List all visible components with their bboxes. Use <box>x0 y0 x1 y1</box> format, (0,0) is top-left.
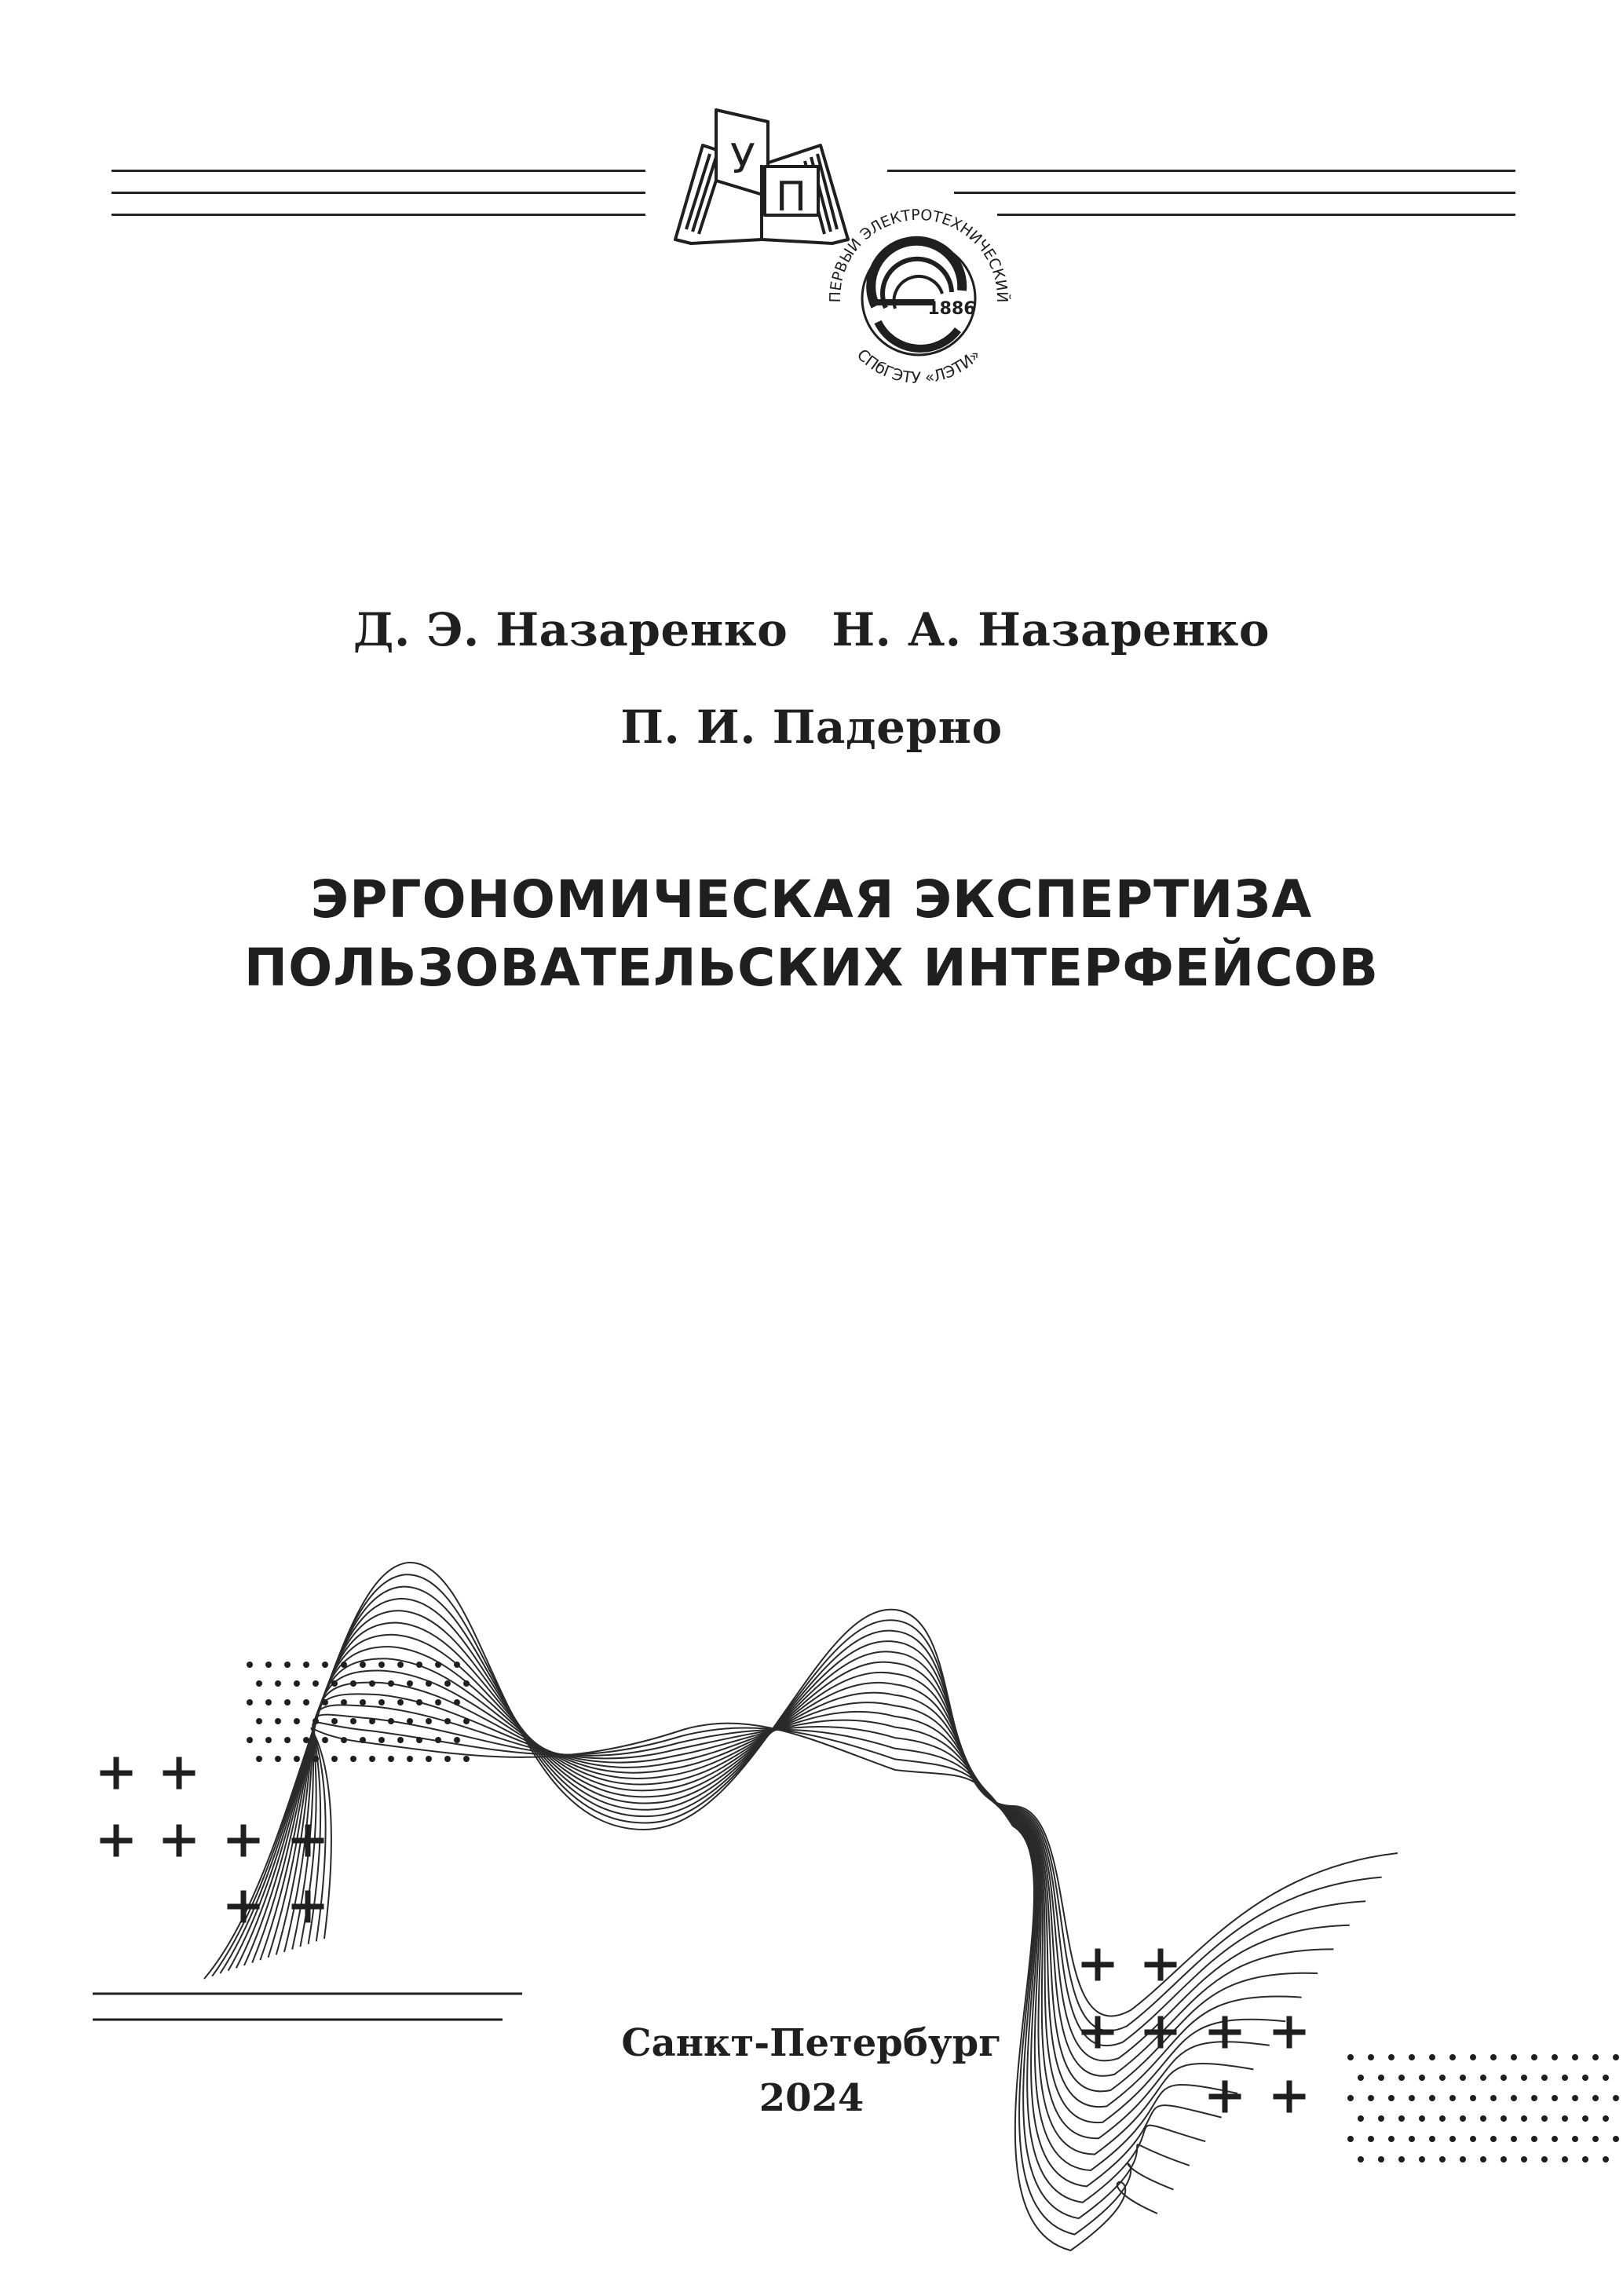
dot <box>256 1680 262 1687</box>
dot <box>397 1737 404 1743</box>
dot <box>1419 2156 1425 2163</box>
dot <box>294 1680 300 1687</box>
dot <box>416 1662 422 1668</box>
dot <box>1398 2156 1405 2163</box>
dot <box>426 1680 432 1687</box>
dot <box>463 1756 470 1762</box>
dot <box>275 1718 281 1724</box>
author-3: П. И. Падерно <box>620 700 1003 754</box>
dot <box>369 1680 375 1687</box>
wave-line <box>220 1587 1365 2046</box>
dot <box>322 1662 328 1668</box>
dot <box>265 1662 272 1668</box>
dot <box>1388 2136 1395 2142</box>
imprint-city: Санкт-Петербург <box>621 2021 1002 2065</box>
dot <box>1490 2136 1497 2142</box>
author-2: Н. А. Назаренко <box>832 603 1270 656</box>
dot <box>1521 2156 1527 2163</box>
dot <box>1409 2136 1415 2142</box>
dot <box>435 1699 441 1706</box>
logo-letter-p: П <box>776 174 807 221</box>
dot <box>1429 2136 1435 2142</box>
wave-line <box>204 1563 1398 2016</box>
dot <box>369 1756 375 1762</box>
dot <box>331 1756 338 1762</box>
dot <box>388 1680 394 1687</box>
dot <box>265 1737 272 1743</box>
dot <box>331 1680 338 1687</box>
wave-line <box>212 1574 1381 2031</box>
plus-icon <box>103 1760 130 1786</box>
dot <box>1603 2156 1609 2163</box>
dot <box>369 1718 375 1724</box>
dot <box>350 1718 356 1724</box>
dot <box>294 1718 300 1724</box>
dot <box>1582 2156 1588 2163</box>
dot <box>256 1718 262 1724</box>
dot <box>350 1680 356 1687</box>
dot <box>454 1662 460 1668</box>
dot <box>463 1718 470 1724</box>
dot <box>331 1718 338 1724</box>
dot <box>247 1662 253 1668</box>
dot <box>313 1718 319 1724</box>
dot <box>1460 2156 1466 2163</box>
author-1: Д. Э. Назаренко <box>353 603 788 656</box>
dot <box>322 1699 328 1706</box>
dot <box>454 1699 460 1706</box>
plus-icon <box>166 1760 192 1786</box>
imprint <box>0 2016 1623 2126</box>
dot <box>275 1756 281 1762</box>
seal-ring-bottom-text: СПбГЭТУ «ЛЭТИ» <box>853 345 985 388</box>
dot <box>1347 2136 1354 2142</box>
dot <box>284 1662 291 1668</box>
plus-icon <box>166 1827 192 1854</box>
dot <box>341 1699 347 1706</box>
dot <box>388 1718 394 1724</box>
dot <box>407 1718 413 1724</box>
dot <box>1501 2156 1507 2163</box>
dot <box>416 1699 422 1706</box>
imprint-year: 2024 <box>758 2075 865 2120</box>
dot <box>341 1737 347 1743</box>
wave-line <box>228 1599 1350 2060</box>
dot <box>360 1662 366 1668</box>
dot <box>1368 2136 1374 2142</box>
dot <box>1470 2136 1476 2142</box>
dot <box>303 1699 309 1706</box>
plus-icon <box>103 1827 130 1854</box>
dot <box>350 1756 356 1762</box>
dot <box>426 1718 432 1724</box>
dot <box>407 1680 413 1687</box>
seal-year: 1886 <box>927 299 976 319</box>
title-line-2: ПОЛЬЗОВАТЕЛЬСКИХ ИНТЕРФЕЙСОВ <box>243 938 1380 999</box>
dot <box>1378 2156 1384 2163</box>
dot <box>454 1737 460 1743</box>
dot <box>341 1662 347 1668</box>
plus-icon <box>1147 1951 1174 1978</box>
dot <box>378 1662 385 1668</box>
dot <box>1541 2156 1548 2163</box>
dot <box>378 1737 385 1743</box>
plus-icon <box>230 1827 257 1854</box>
dot <box>397 1699 404 1706</box>
dot <box>1613 2136 1619 2142</box>
seal-ring-top-text: ПЕРВЫЙ ЭЛЕКТРОТЕХНИЧЕСКИЙ <box>826 206 1011 303</box>
dot <box>360 1699 366 1706</box>
dot <box>1439 2156 1446 2163</box>
wave-line <box>309 1715 1190 2219</box>
dot <box>247 1699 253 1706</box>
dot <box>303 1662 309 1668</box>
dot <box>313 1756 319 1762</box>
dot <box>444 1680 451 1687</box>
dot <box>303 1737 309 1743</box>
dot <box>397 1662 404 1668</box>
wave-line <box>236 1610 1334 2076</box>
dot <box>247 1737 253 1743</box>
dot <box>294 1756 300 1762</box>
dot <box>1552 2136 1558 2142</box>
dot <box>1358 2156 1364 2163</box>
dot <box>388 1756 394 1762</box>
dot <box>1592 2136 1599 2142</box>
dot <box>1562 2156 1568 2163</box>
title-line-1: ЭРГОНОМИЧЕСКАЯ ЭКСПЕРТИЗА <box>310 869 1313 930</box>
dot <box>265 1699 272 1706</box>
dot <box>378 1699 385 1706</box>
dot <box>407 1756 413 1762</box>
dot <box>275 1680 281 1687</box>
dot <box>1480 2156 1486 2163</box>
dot <box>313 1680 319 1687</box>
dot <box>284 1737 291 1743</box>
dot <box>1511 2136 1517 2142</box>
dot <box>435 1662 441 1668</box>
plus-icon <box>1084 1951 1111 1978</box>
dot <box>1449 2136 1456 2142</box>
dot <box>463 1680 470 1687</box>
wave-line <box>300 1705 1205 2202</box>
dot <box>1531 2136 1537 2142</box>
dot <box>444 1756 451 1762</box>
logo-letter-u: У <box>730 136 755 183</box>
dot <box>284 1699 291 1706</box>
dot <box>426 1756 432 1762</box>
dot <box>444 1718 451 1724</box>
dot <box>416 1737 422 1743</box>
dot <box>360 1737 366 1743</box>
dot <box>322 1737 328 1743</box>
dot <box>1572 2136 1578 2142</box>
dot <box>435 1737 441 1743</box>
dot <box>256 1756 262 1762</box>
